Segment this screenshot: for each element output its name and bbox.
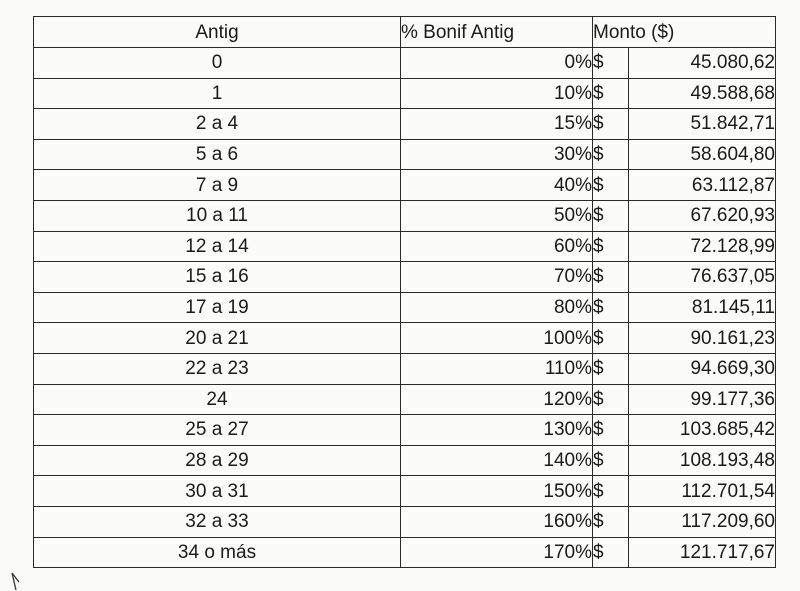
- cell-antig: 22 a 23: [34, 353, 401, 384]
- cell-amount: 117.209,60: [629, 506, 776, 537]
- cell-antig: 17 a 19: [34, 292, 401, 323]
- cell-bonus-percent: 130%: [401, 415, 593, 446]
- cell-bonus-percent: 15%: [401, 109, 593, 140]
- cell-bonus-percent: 100%: [401, 323, 593, 354]
- cell-amount: 112.701,54: [629, 476, 776, 507]
- table-row: [34, 292, 776, 323]
- cell-bonus-percent: 160%: [401, 506, 593, 537]
- cell-currency-symbol: $: [593, 292, 629, 323]
- cell-currency-symbol: $: [593, 415, 629, 446]
- cell-antig: 10 a 11: [34, 200, 401, 231]
- cell-currency-symbol: $: [593, 200, 629, 231]
- table-row: [34, 170, 776, 201]
- cell-antig: 25 a 27: [34, 415, 401, 446]
- cell-currency-symbol: $: [593, 476, 629, 507]
- table-row: [34, 323, 776, 354]
- cell-bonus-percent: 110%: [401, 353, 593, 384]
- table-header-row: [34, 17, 776, 48]
- cell-bonus-percent: 0%: [401, 48, 593, 79]
- cell-amount: 99.177,36: [629, 384, 776, 415]
- table-row: [34, 48, 776, 79]
- cell-antig: 1: [34, 78, 401, 109]
- cell-antig: 30 a 31: [34, 476, 401, 507]
- cell-currency-symbol: $: [593, 48, 629, 79]
- cell-bonus-percent: 60%: [401, 231, 593, 262]
- cell-currency-symbol: $: [593, 537, 629, 568]
- cell-currency-symbol: $: [593, 353, 629, 384]
- table-row: [34, 139, 776, 170]
- table-row: [34, 476, 776, 507]
- cell-amount: 49.588,68: [629, 78, 776, 109]
- table-row: [34, 506, 776, 537]
- cell-bonus-percent: 80%: [401, 292, 593, 323]
- cell-antig: 0: [34, 48, 401, 79]
- header-antig: Antig: [34, 17, 401, 48]
- cell-antig: 2 a 4: [34, 109, 401, 140]
- cell-antig: 12 a 14: [34, 231, 401, 262]
- cell-currency-symbol: $: [593, 170, 629, 201]
- cell-amount: 90.161,23: [629, 323, 776, 354]
- header-amount: Monto ($): [593, 17, 776, 48]
- cell-amount: 108.193,48: [629, 445, 776, 476]
- cell-amount: 72.128,99: [629, 231, 776, 262]
- header-bonus-percent: % Bonif Antig: [401, 17, 593, 48]
- cell-currency-symbol: $: [593, 139, 629, 170]
- cell-amount: 76.637,05: [629, 262, 776, 293]
- scanned-sheet: [33, 16, 775, 568]
- cell-amount: 45.080,62: [629, 48, 776, 79]
- cell-amount: 67.620,93: [629, 200, 776, 231]
- cell-bonus-percent: 50%: [401, 200, 593, 231]
- table-row: [34, 200, 776, 231]
- seniority-bonus-table: [33, 16, 776, 568]
- cell-antig: 34 o más: [34, 537, 401, 568]
- cell-amount: 94.669,30: [629, 353, 776, 384]
- cell-amount: 51.842,71: [629, 109, 776, 140]
- cell-antig: 15 a 16: [34, 262, 401, 293]
- cell-amount: 58.604,80: [629, 139, 776, 170]
- cell-bonus-percent: 70%: [401, 262, 593, 293]
- cell-antig: 5 a 6: [34, 139, 401, 170]
- cell-antig: 24: [34, 384, 401, 415]
- table-row: [34, 384, 776, 415]
- cell-amount: 121.717,67: [629, 537, 776, 568]
- cell-bonus-percent: 10%: [401, 78, 593, 109]
- cell-amount: 103.685,42: [629, 415, 776, 446]
- pen-mark-icon: [10, 572, 28, 591]
- cell-bonus-percent: 30%: [401, 139, 593, 170]
- cell-currency-symbol: $: [593, 262, 629, 293]
- cell-antig: 32 a 33: [34, 506, 401, 537]
- cell-currency-symbol: $: [593, 506, 629, 537]
- cell-antig: 20 a 21: [34, 323, 401, 354]
- cell-currency-symbol: $: [593, 78, 629, 109]
- cell-bonus-percent: 150%: [401, 476, 593, 507]
- cell-amount: 63.112,87: [629, 170, 776, 201]
- cell-amount: 81.145,11: [629, 292, 776, 323]
- cell-currency-symbol: $: [593, 323, 629, 354]
- cell-antig: 28 a 29: [34, 445, 401, 476]
- cell-bonus-percent: 120%: [401, 384, 593, 415]
- cell-currency-symbol: $: [593, 231, 629, 262]
- table-row: [34, 78, 776, 109]
- cell-bonus-percent: 170%: [401, 537, 593, 568]
- table-row: [34, 231, 776, 262]
- table-body: [34, 48, 776, 568]
- table-row: [34, 353, 776, 384]
- cell-currency-symbol: $: [593, 445, 629, 476]
- cell-bonus-percent: 40%: [401, 170, 593, 201]
- table-row: [34, 262, 776, 293]
- cell-bonus-percent: 140%: [401, 445, 593, 476]
- table-row: [34, 537, 776, 568]
- table-row: [34, 415, 776, 446]
- table-row: [34, 109, 776, 140]
- table-row: [34, 445, 776, 476]
- cell-currency-symbol: $: [593, 384, 629, 415]
- cell-antig: 7 a 9: [34, 170, 401, 201]
- cell-currency-symbol: $: [593, 109, 629, 140]
